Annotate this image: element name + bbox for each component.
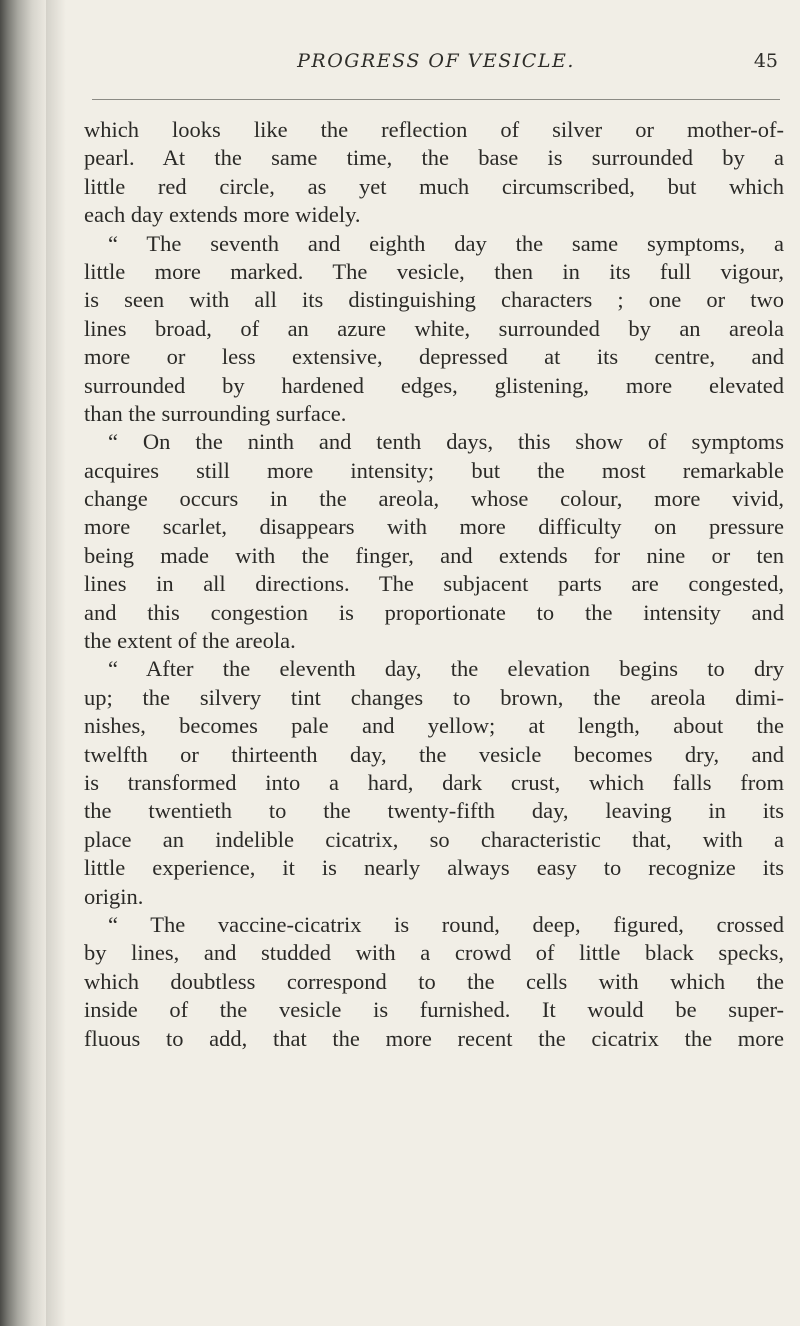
text-line: is transformed into a hard, dark crust, which falls from [84,769,784,795]
text-line: is seen with all its distinguishing characters ; one or two [84,287,784,313]
text-line: little red circle, as yet much circumscribed, but which [84,173,784,199]
text-line: pearl. At the same time, the base is surrounded by a [84,145,784,171]
text-line: more scarlet, disappears with more difficulty on pressure [84,514,784,540]
book-binding-gutter [0,0,46,1326]
text-line: fluous to add, that the more recent the cicatrix the more [84,1025,784,1051]
text-line: up; the silvery tint changes to brown, the areola dimi- [84,684,784,710]
text-line: by lines, and studded with a crowd of little black specks, [84,940,784,966]
text-line: which doubtless correspond to the cells with which the [84,968,784,994]
text-line: little more marked. The vesicle, then in its full vigour, [84,258,784,284]
text-line: more or less extensive, depressed at its centre, and [84,344,784,370]
text-line: the extent of the areola. [84,628,296,654]
text-line: the twentieth to the twenty-fifth day, leaving in its [84,798,784,824]
text-line: “ On the ninth and tenth days, this show of symptoms [108,429,784,455]
text-line: “ The vaccine-cicatrix is round, deep, figured, crossed [108,911,784,937]
page-number: 45 [753,50,778,72]
header-rule [92,99,780,100]
text-line: origin. [84,883,144,909]
text-line: lines broad, of an azure white, surrounded by an areola [84,315,784,341]
running-head: PROGRESS OF VESICLE. [297,50,575,72]
text-line: which looks like the reflection of silver or mother-of- [84,117,784,142]
text-line: acquires still more intensity; but the most remarkable [84,457,784,483]
gutter-shadow [46,0,66,1326]
text-line: “ After the eleventh day, the elevation begins to dry [108,656,784,682]
text-line: surrounded by hardened edges, glistening, more elevated [84,372,784,398]
text-line: than the surrounding surface. [84,400,347,426]
text-line: inside of the vesicle is furnished. It would be super- [84,997,784,1023]
text-line: change occurs in the areola, whose colour, more vivid, [84,486,784,512]
text-line: little experience, it is nearly always easy to recognize its [84,855,784,881]
text-line: lines in all directions. The subjacent parts are congested, [84,571,784,597]
text-line: each day extends more widely. [84,202,361,228]
text-line: and this congestion is proportionate to the intensity and [84,599,784,625]
text-line: twelfth or thirteenth day, the vesicle becomes dry, and [84,741,784,767]
text-line: being made with the finger, and extends for nine or ten [84,542,784,568]
text-line: place an indelible cicatrix, so characteristic that, with a [84,826,784,852]
page-header [90,50,782,84]
body-text [84,116,784,1053]
text-line: nishes, becomes pale and yellow; at length, about the [84,713,784,739]
text-line: “ The seventh and eighth day the same symptoms, a [108,230,784,256]
